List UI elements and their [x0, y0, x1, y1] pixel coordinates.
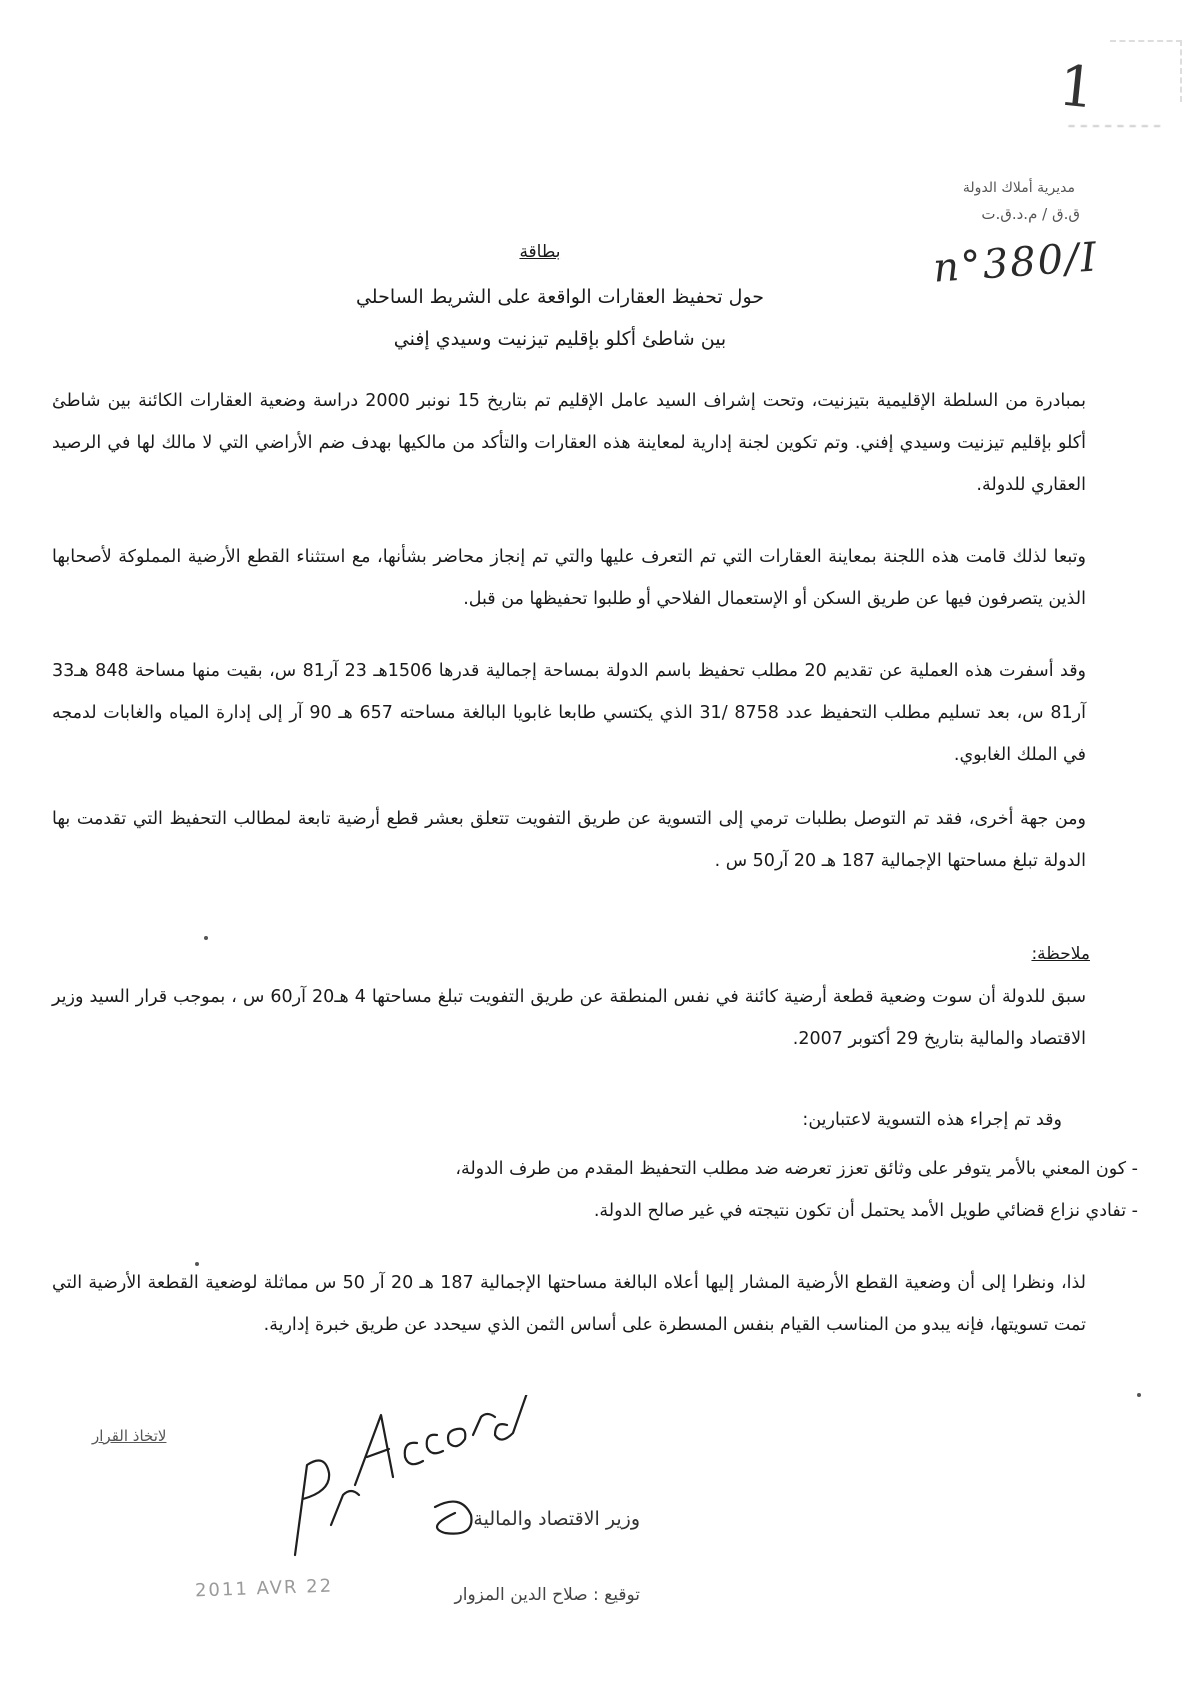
directorate-label: مديرية أملاك الدولة — [962, 180, 1075, 196]
corner-stamp-trace — [1110, 40, 1182, 102]
paragraph-conclusion: لذا، ونظرا إلى أن وضعية القطع الأرضية المشار إليها أعلاه البالغة مساحتها الإجمالية 187 هـ 20 آر 50 س مماثلة لوضعية القطعة الأرضية التي تمت تسويتها، فإنه يبدو من المناسب القيام بنفس المسطرة على أساس الثمن الذي سيحدد عن طريق خبرة إدارية. — [52, 1273, 1087, 1335]
note-label: ملاحظة: — [1031, 944, 1090, 964]
minister-title: وزير الاقتصاد والمالية — [473, 1508, 640, 1530]
paragraph-settlement-requests: ومن جهة أخرى، فقد تم التوصل بطلبات ترمي إلى التسوية عن طريق التفويت تتعلق بعشر قطع أرضية تابعة لمطالب التحفيظ التي تقدمت بها الدولة تبلغ مساحتها الإجمالية 187 هـ 20 آر50 س . — [52, 809, 1086, 871]
signatory-name: توقيع : صلاح الدين المزوار — [454, 1585, 640, 1605]
paragraph-note: سبق للدولة أن سوت وضعية قطعة أرضية كائنة في نفس المنطقة عن طريق التفويت تبلغ مساحتها 4 هـ20 آر60 س ، بموجب قرار السيد وزير الاقتصاد والمالية بتاريخ 29 أكتوبر 2007. — [52, 987, 1087, 1049]
list-item: - تفادي نزاع قضائي طويل الأمد يحتمل أن تكون نتيجته في غير صالح الدولة. — [104, 1190, 1138, 1232]
handwritten-signature — [285, 1395, 545, 1565]
considerations-list — [104, 1148, 1138, 1232]
document-title: بطاقة — [519, 242, 561, 262]
subtitle-line-2: بين شاطئ أكلو بإقليم تيزنيت وسيدي إفني — [393, 328, 727, 350]
handwritten-corner-mark: 1 — [1056, 53, 1099, 122]
paragraph-committee: وتبعا لذلك قامت هذه اللجنة بمعاينة العقارات التي تم التعرف عليها والتي تم إنجاز محاضر بشأنها، مع استثناء القطع الأرضية المملوكة لأصحابها الذين يتصرفون فيها عن طريق السكن أو الإستعمال الفلاحي أو طلبوا تحفيظها من قبل. — [52, 547, 1086, 609]
list-item: - كون المعني بالأمر يتوفر على وثائق تعزز تعرضه ضد مطلب التحفيظ المقدم من طرف الدولة، — [104, 1148, 1138, 1190]
handwritten-document-number: n°380/I — [931, 234, 1100, 292]
scan-speck — [1137, 1393, 1141, 1397]
reference-code: ق.ق / م.د.ق.ت — [981, 205, 1080, 223]
paragraph-initiative: بمبادرة من السلطة الإقليمية بتيزنيت، وتحت إشراف السيد عامل الإقليم تم بتاريخ 15 نونبر 2000 دراسة وضعية العقارات الكائنة بين شاطئ أكلو بإقليم تيزنيت وسيدي إفني. وتم تكوين لجنة إدارية لمعاينة هذه العقارات والتأكد من مالكيها بهدف ضم الأراضي التي لا مالك لها في الرصيد العقاري للدولة. — [52, 391, 1087, 495]
date-stamp: 2011 AVR 22 — [194, 1575, 334, 1602]
scan-speck — [195, 1262, 199, 1266]
scan-speck — [204, 936, 208, 940]
faded-stamp: ـ ـ ـ ـ ـ ـ ـ ـ — [1068, 108, 1160, 132]
decision-label: لاتخاذ القرار — [92, 1427, 167, 1445]
subtitle-line-1: حول تحفيظ العقارات الواقعة على الشريط الساحلي — [355, 286, 765, 308]
considerations-intro: وقد تم إجراء هذه التسوية لاعتبارين: — [802, 1110, 1062, 1130]
paragraph-results: وقد أسفرت هذه العملية عن تقديم 20 مطلب تحفيظ باسم الدولة بمساحة إجمالية قدرها 1506هـ 23 آر81 س، بقيت منها مساحة 848 هـ33 آر81 س، بعد تسليم مطلب التحفيظ عدد 8758 /31 الذي يكتسي طابعا غابويا البالغة مساحته 657 هـ 90 آر إلى إدارة المياه والغابات لدمجه في الملك الغابوي. — [52, 661, 1087, 765]
